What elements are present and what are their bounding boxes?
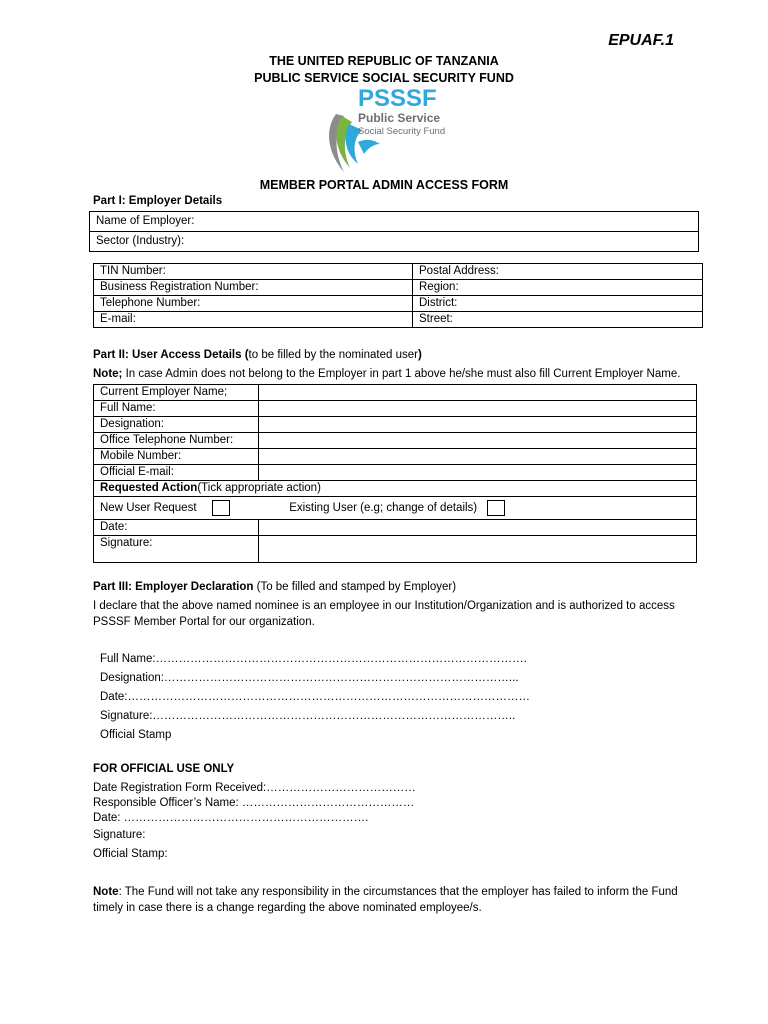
- declaration-date[interactable]: Date:……………………………………………………………………………………………: [100, 691, 530, 703]
- user-access-table: [93, 384, 697, 563]
- part2-heading-close: ): [417, 349, 422, 361]
- psssf-logo: [322, 86, 446, 178]
- employer-name-table: [89, 211, 699, 252]
- tin-field[interactable]: TIN Number:: [94, 264, 413, 280]
- official-date-received: Date Registration Form Received:…………………………………: [93, 782, 416, 794]
- form-title: MEMBER PORTAL ADMIN ACCESS FORM: [259, 178, 509, 192]
- employer-contact-table: [93, 263, 703, 328]
- postal-address-field[interactable]: Postal Address:: [413, 264, 703, 280]
- official-officer-name: Responsible Officer’s Name: ………………………………………: [93, 797, 415, 809]
- official-signature: Signature:: [93, 829, 146, 841]
- mobile-number-label: Mobile Number:: [94, 449, 259, 465]
- full-name-input[interactable]: [259, 401, 697, 417]
- part2-heading-bold: Part II: User Access Details (: [93, 349, 249, 361]
- declaration-full-name[interactable]: Full Name:…………………………………………………………………………………….: [100, 653, 527, 665]
- psssf-logo-graphic: [322, 86, 446, 178]
- business-registration-field[interactable]: Business Registration Number:: [94, 280, 413, 296]
- footer-note-text: : The Fund will not take any responsibility in the circumstances that the employer has failed to inform the Fund: [118, 886, 678, 898]
- form-code: EPUAF.1: [608, 32, 674, 49]
- date-label: Date:: [94, 520, 259, 536]
- designation-label: Designation:: [94, 417, 259, 433]
- official-email-label: Official E-mail:: [94, 465, 259, 481]
- official-use-heading: FOR OFFICIAL USE ONLY: [93, 763, 235, 775]
- new-user-checkbox[interactable]: [212, 500, 230, 516]
- fund-title: PUBLIC SERVICE SOCIAL SECURITY FUND: [254, 71, 514, 85]
- requested-action-label: Requested Action: [100, 482, 198, 494]
- signature-input[interactable]: [259, 536, 697, 563]
- email-field[interactable]: E-mail:: [94, 312, 413, 328]
- declaration-designation[interactable]: Designation:………………………………………………………………………………...: [100, 672, 519, 684]
- existing-user-checkbox[interactable]: [487, 500, 505, 516]
- new-user-label: New User Request: [100, 502, 197, 515]
- full-name-label: Full Name:: [94, 401, 259, 417]
- logo-acronym: PSSSF: [358, 86, 437, 112]
- part2-heading-normal: to be filled by the nominated user: [248, 349, 418, 361]
- official-email-input[interactable]: [259, 465, 697, 481]
- country-title: THE UNITED REPUBLIC OF TANZANIA: [269, 54, 499, 68]
- logo-name-line2: Social Security Fund: [358, 126, 446, 137]
- requested-action-hint: (Tick appropriate action): [197, 482, 321, 494]
- sector-field[interactable]: Sector (Industry):: [90, 232, 699, 252]
- designation-input[interactable]: [259, 417, 697, 433]
- declaration-signature[interactable]: Signature:…………………………………………………………………………………..: [100, 710, 516, 722]
- district-field[interactable]: District:: [413, 296, 703, 312]
- mobile-number-input[interactable]: [259, 449, 697, 465]
- office-telephone-input[interactable]: [259, 433, 697, 449]
- existing-user-label: Existing User (e.g; change of details): [289, 502, 478, 515]
- signature-label: Signature:: [94, 536, 259, 563]
- official-stamp: Official Stamp:: [93, 848, 168, 860]
- part3-heading-bold: Part III: Employer Declaration: [93, 581, 254, 593]
- office-telephone-label: Office Telephone Number:: [94, 433, 259, 449]
- declaration-line2: PSSSF Member Portal for our organization.: [93, 616, 315, 628]
- part2-note: [93, 368, 680, 380]
- declaration-stamp: Official Stamp: [100, 729, 172, 741]
- employer-name-field[interactable]: Name of Employer:: [90, 212, 699, 232]
- part3-heading: [93, 581, 456, 593]
- part2-note-text: In case Admin does not belong to the Employer in part 1 above he/she must also fill Current Employer Name.: [122, 368, 681, 380]
- part3-heading-normal: (To be filled and stamped by Employer): [253, 581, 457, 593]
- declaration-line1: I declare that the above named nominee is an employee in our Institution/Organization and is authorized to access: [93, 600, 675, 612]
- official-date: Date: ……………………………………………………….: [93, 812, 369, 824]
- requested-action-row: [94, 481, 697, 497]
- footer-note-label: Note: [93, 886, 119, 898]
- part1-heading: Part I: Employer Details: [93, 195, 223, 207]
- part2-heading: [93, 349, 422, 361]
- action-choices-row: [94, 497, 697, 520]
- footer-note-line2: timely in case there is a change regarding the above nominated employee/s.: [93, 902, 482, 914]
- telephone-field[interactable]: Telephone Number:: [94, 296, 413, 312]
- footer-note-line1: [93, 884, 678, 901]
- logo-name-line1: Public Service: [358, 111, 441, 125]
- region-field[interactable]: Region:: [413, 280, 703, 296]
- part2-note-label: Note;: [93, 368, 123, 380]
- date-input[interactable]: [259, 520, 697, 536]
- street-field[interactable]: Street:: [413, 312, 703, 328]
- current-employer-label: Current Employer Name;: [94, 385, 259, 401]
- current-employer-input[interactable]: [259, 385, 697, 401]
